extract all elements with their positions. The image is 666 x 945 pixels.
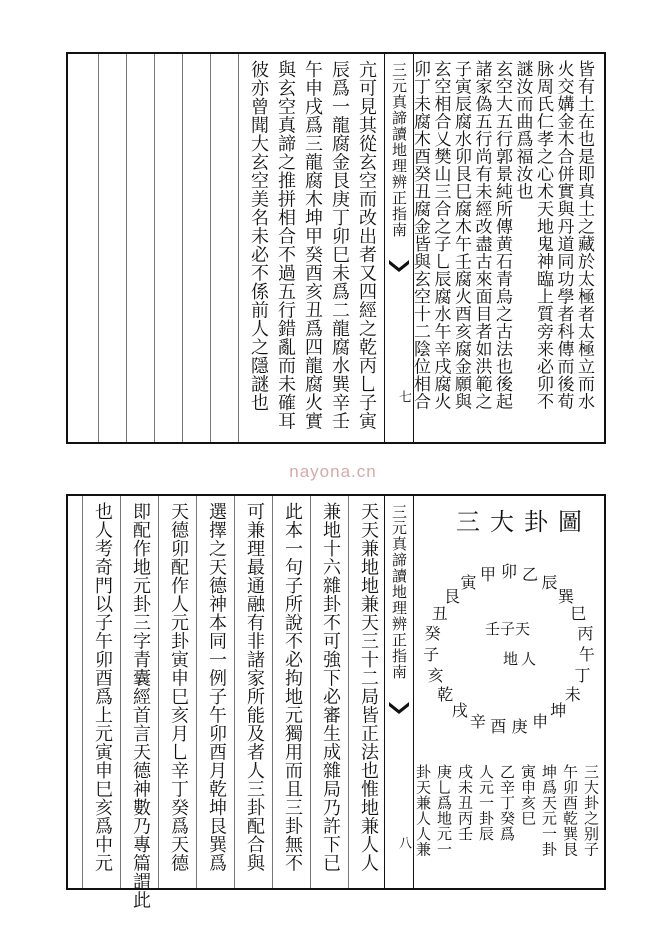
text-column: 兼地十六雜卦不可強下必審生成雜局乃許下已 (320, 502, 341, 872)
ring-label: 乙 (522, 564, 539, 584)
column-rule (310, 496, 311, 888)
running-title: 三元真諦讀地理辨正指南 (390, 62, 408, 238)
text-column: 選擇之天德神本同一例子午卯酉月乾坤艮巽爲 (206, 502, 227, 872)
column-rule (82, 496, 83, 888)
column-rule (196, 496, 197, 888)
ring-label: 辰 (541, 573, 558, 593)
fishtail-mark-icon (389, 260, 409, 272)
text-column: 彼亦曾聞大玄空美名未必不係前人之隱謎也 (248, 60, 269, 412)
text-column: 亢可見其從玄空而改出者又四經之乾丙乚子寅 (356, 60, 377, 430)
ring-label: 甲 (479, 564, 496, 584)
column-rule (126, 54, 127, 442)
ring-label: 丁 (574, 666, 591, 686)
column-rule (120, 496, 121, 888)
column-rule (154, 54, 155, 442)
text-column: 也人考奇門以子午卯酉爲上元寅申巳亥爲中元 (92, 502, 113, 872)
text-column: 火交媾金木合併實與丹道同功學者科傳而後荀 (553, 60, 574, 410)
text-column: 天德卯配作人元卦寅申巳亥月乚辛丁癸爲天德 (168, 502, 189, 872)
text-column: 皆有土在也是即真土之藏於太極者太極立而水 (574, 60, 594, 410)
ring-label: 丑 (431, 604, 448, 624)
running-title: 三元真諦讀地理辨正指南 (390, 504, 408, 680)
text-column: 即配作地元卦三字青囊經首言天德神數乃專篇謂此 (130, 502, 151, 909)
text-column: 午申戌爲三龍腐木坤甲癸酉亥丑爲四龍腐火實 (302, 60, 323, 430)
fishtail-mark-icon (389, 702, 409, 714)
column-rule (182, 54, 183, 442)
ring-label: 亥 (427, 666, 444, 686)
column-rule (158, 496, 159, 888)
text-column: 與玄空真諦之推拼相合不過五行錯亂而未確耳 (275, 60, 296, 430)
watermark: nayona.cn (289, 462, 377, 481)
diagram-title: 三大卦圖 (456, 508, 592, 536)
ring-label: 巳 (570, 604, 587, 624)
text-column: 坤爲天元一卦 (540, 764, 558, 857)
ring-center-label: 壬子天 (485, 620, 531, 638)
column-rule (98, 54, 99, 442)
text-column: 卦天兼人人兼 (414, 764, 432, 857)
text-column: 午卯酉乾巽艮 (561, 764, 579, 857)
ring-center-label: 地 (503, 650, 519, 668)
text-column: 卯丁未腐木酉癸丑腐金皆與玄空十二陰位相合 (410, 60, 430, 410)
text-column: 玄空相合乂樊山三合之子乚辰腐水午辛戌腐火 (430, 60, 451, 410)
gutter-top (384, 54, 414, 442)
text-column: 子寅辰腐水卯艮巳腐木午壬腐火酉亥腐金願與 (451, 60, 471, 410)
text-column: 寅申亥巳 (519, 764, 537, 826)
ring-label: 乾 (437, 684, 454, 704)
ring-label: 戌 (451, 700, 468, 720)
page-number: 八 (396, 836, 411, 849)
column-rule (210, 54, 211, 442)
column-rule (238, 54, 239, 442)
page-seven (66, 52, 606, 444)
text-column: 脉周氏仁孝之心术天地鬼神臨上質旁来必卯不 (533, 60, 553, 410)
text-column: 庚乚爲地元一 (435, 764, 453, 857)
ring-label: 丙 (577, 624, 594, 644)
page-number: 七 (396, 390, 411, 403)
ring-label: 酉 (490, 717, 507, 737)
ring-label: 巽 (558, 586, 575, 606)
text-column: 乙辛丁癸爲 (498, 764, 516, 842)
text-column: 謎汝而曲爲福汝也 (512, 60, 533, 200)
ring-center-label: 人 (521, 650, 537, 668)
text-column: 玄空大五行郭景純所傳黄石青烏之古法也後起 (492, 60, 512, 410)
text-column: 天天兼地地兼天三十二局皆正法也惟地兼人人 (358, 502, 379, 872)
diagram-area (414, 496, 604, 888)
gutter-bottom (384, 496, 414, 888)
ring-label: 未 (564, 684, 581, 704)
ring-label: 寅 (460, 573, 477, 593)
text-column: 辰爲一龍腐金艮庚丁卯巳未爲二龍腐水巽辛壬 (329, 60, 350, 430)
ring-label: 辛 (469, 711, 486, 731)
ring-label: 卯 (501, 562, 518, 581)
page-eight (66, 494, 606, 909)
ring-label: 庚 (511, 717, 528, 737)
ring-label: 申 (532, 711, 549, 731)
trigram-ring-diagram (414, 536, 604, 756)
column-rule (272, 496, 273, 888)
ring-label: 癸 (424, 624, 441, 644)
text-column: 戌未丑丙壬 (456, 764, 474, 842)
text-column: 此本一句子所說不必拘地元獨用而且三卦無不 (282, 502, 303, 872)
text-column: 可兼理最通融有非諸家所能及者人三卦配合與 (244, 502, 265, 872)
ring-label: 坤 (550, 700, 567, 720)
ring-label: 艮 (443, 586, 460, 606)
ring-label: 午 (578, 645, 595, 665)
text-column: 三大卦之别子 (582, 764, 600, 857)
ring-label: 子 (423, 645, 440, 665)
column-rule (234, 496, 235, 888)
text-column: 諸家偽五行尚有未經改盡古來面目者如洪範之 (471, 60, 492, 410)
text-column: 人元一卦辰 (477, 764, 495, 842)
column-rule (348, 496, 349, 888)
